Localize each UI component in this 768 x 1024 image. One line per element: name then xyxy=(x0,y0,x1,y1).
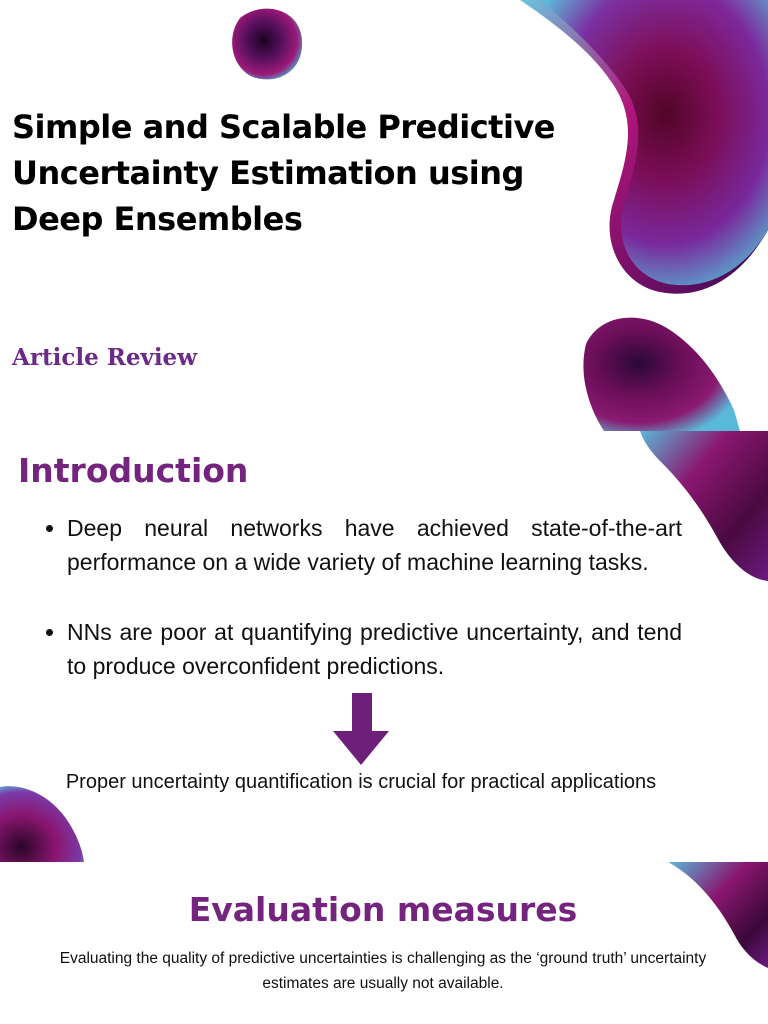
list-item xyxy=(42,615,682,683)
introduction-slide xyxy=(0,431,768,862)
introduction-heading: Introduction xyxy=(18,451,249,490)
list-item xyxy=(42,511,682,579)
bullet-icon xyxy=(46,525,53,532)
bullet-icon xyxy=(46,629,53,636)
bullet-list xyxy=(42,511,682,719)
blob-top-small xyxy=(232,9,302,80)
blob-intro-bottom-left xyxy=(0,786,84,862)
title-slide xyxy=(0,0,768,431)
evaluation-slide xyxy=(0,862,768,1024)
page-title: Simple and Scalable Predictive Uncertainty Estimation using Deep Ensembles xyxy=(12,108,555,238)
conclusion-text: Proper uncertainty quantification is crucial for practical applications xyxy=(65,771,657,793)
evaluation-text: Evaluating the quality of predictive uncertainties is challenging as the ‘ground truth’ uncertainty estimates are usually not available. xyxy=(59,950,707,992)
bullet-text: Deep neural networks have achieved state-of-the-art performance on a wide variety of machine learning tasks. xyxy=(67,515,682,575)
decorative-blobs-eval xyxy=(0,862,768,1024)
evaluation-heading: Evaluation measures xyxy=(188,890,578,929)
subtitle: Article Review xyxy=(12,344,197,371)
bullet-text: NNs are poor at quantifying predictive uncertainty, and tend to produce overconfident predictions. xyxy=(67,619,682,679)
blob-mid-right xyxy=(583,318,740,431)
